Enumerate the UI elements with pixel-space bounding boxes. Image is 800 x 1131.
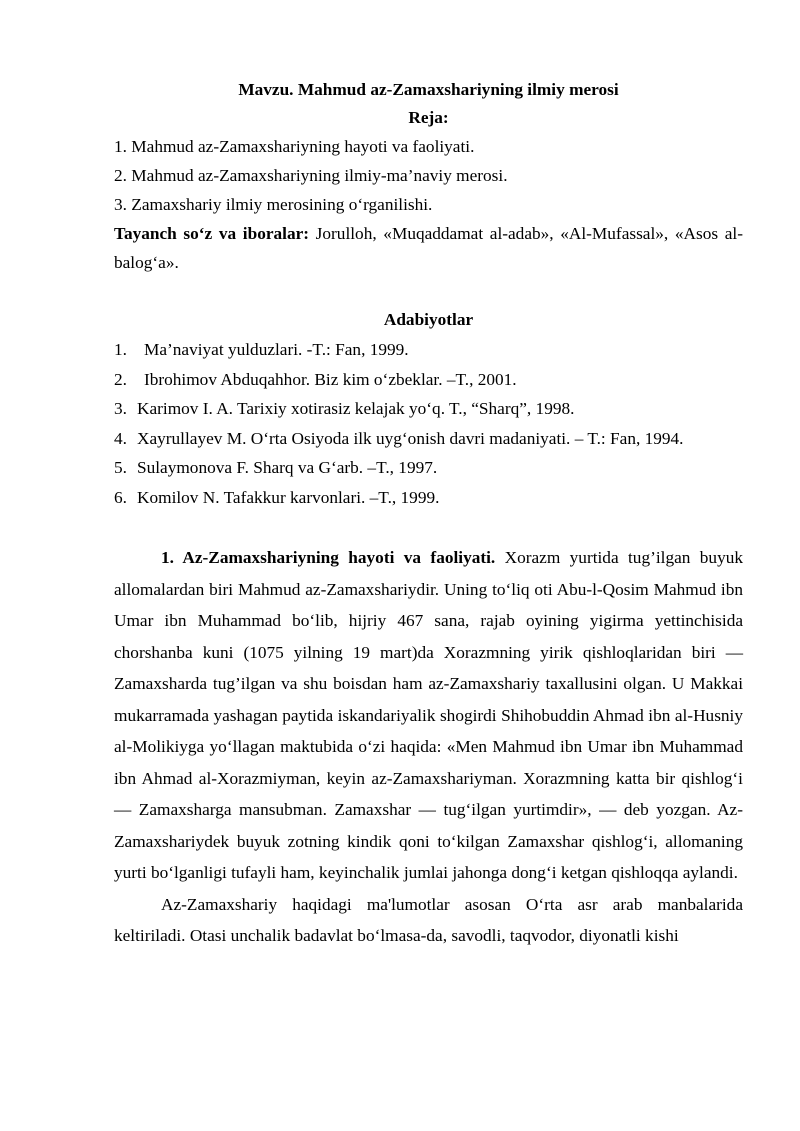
plan-item-3: 3. Zamaxshariy ilmiy merosining o‘rganilishi. <box>114 195 433 214</box>
spacer <box>114 277 743 305</box>
literature-title: Adabiyotlar <box>383 310 474 329</box>
literature-item-text: Sulaymonova F. Sharq va G‘arb. –T., 1997. <box>137 458 438 477</box>
keywords-label: Tayanch so‘z va iboralar: <box>114 224 310 243</box>
literature-item-number: 5. <box>114 458 127 477</box>
literature-item-text: Komilov N. Tafakkur karvonlari. –T., 1999. <box>137 487 440 507</box>
plan-heading: Reja: <box>408 108 449 127</box>
plan-item-2: 2. Mahmud az-Zamaxshariyning ilmiy-ma’naviy merosi. <box>114 166 508 185</box>
literature-item-number: 4. <box>114 428 127 448</box>
section-1-heading: 1. Az-Zamaxshariyning hayoti va faoliyati. <box>161 548 496 567</box>
section-1-paragraph-1 <box>114 542 743 889</box>
literature-item <box>114 453 743 483</box>
literature-item-text: Ma’naviyat yulduzlari. -T.: Fan, 1999. <box>144 340 409 359</box>
spacer <box>114 512 743 542</box>
keywords-text: Jorulloh, «Muqaddamat al-adab», «Al-Mufassal», «Asos al-balog‘a». <box>114 224 743 272</box>
literature-item-text: Ibrohimov Abduqahhor. Biz kim o‘zbeklar. –T., 2001. <box>144 369 517 389</box>
plan-item-1: 1. Mahmud az-Zamaxshariyning hayoti va faoliyati. <box>114 137 475 156</box>
section-1-text: Xorazm yurtida tug’ilgan buyuk allomalardan biri Mahmud az-Zamaxshariydir. Uning to‘liq oti Abu-l-Qosim Mahmud ibn Umar ibn Muhammad bo‘lib, hijriy 467 sana, rajab oyining yigirma yettinchisida chorshanba kuni (1075 yilning 19 mart)da Xorazmning yirik qishloqlaridan biri — Zamaxsharda tug’ilgan va shu boisdan ham az-Zamaxshariy taxallusini olgan. U Makkai mukarramada yashagan paytida iskandariyalik shogirdi Shihobuddin Ahmad ibn al-Husniy al-Molikiyga yo‘llagan maktubida o‘zi haqida: «Men Mahmud ibn Umar ibn Muhammad ibn Ahmad al-Xorazmiyman, keyin az-Zamaxshariyman. Xorazmning katta bir qishlog‘i — Zamaxsharga mansubman. Zamaxshar — tug‘ilgan yurtimdir», — deb yozgan. Az-Zamaxshariydek buyuk zotning kindik qoni to‘kilgan Zamaxshar qishlog‘i, allomaning yurti bo‘lganligi tufayli ham, keyinchalik jumlai jahonga dong‘i ketgan qishloqqa aylandi. <box>114 548 743 882</box>
literature-item-number: 3. <box>114 399 127 418</box>
literature-item-number: 2. <box>114 369 127 389</box>
literature-item <box>114 424 743 454</box>
literature-item-text: Karimov I. A. Tarixiy xotirasiz kelajak yo‘q. T., “Sharq”, 1998. <box>137 399 575 418</box>
literature-item-text: Xayrullayev M. O‘rta Osiyoda ilk uyg‘onish davri madaniyati. – T.: Fan, 1994. <box>137 428 684 448</box>
literature-item <box>114 365 743 395</box>
literature-item <box>114 394 743 424</box>
literature-item <box>114 335 743 365</box>
keywords-paragraph <box>114 219 743 277</box>
literature-item-number: 1. <box>114 340 127 359</box>
document-title: Mavzu. Mahmud az-Zamaxshariyning ilmiy merosi <box>238 80 619 99</box>
section-1-paragraph-2: Az-Zamaxshariy haqidagi ma'lumotlar asosan O‘rta asr arab manbalarida keltiriladi. Otasi unchalik badavlat bo‘lmasa-da, savodli, taqvodor, diyonatli kishi <box>114 894 743 945</box>
literature-item-number: 6. <box>114 487 127 507</box>
literature-item <box>114 483 743 513</box>
